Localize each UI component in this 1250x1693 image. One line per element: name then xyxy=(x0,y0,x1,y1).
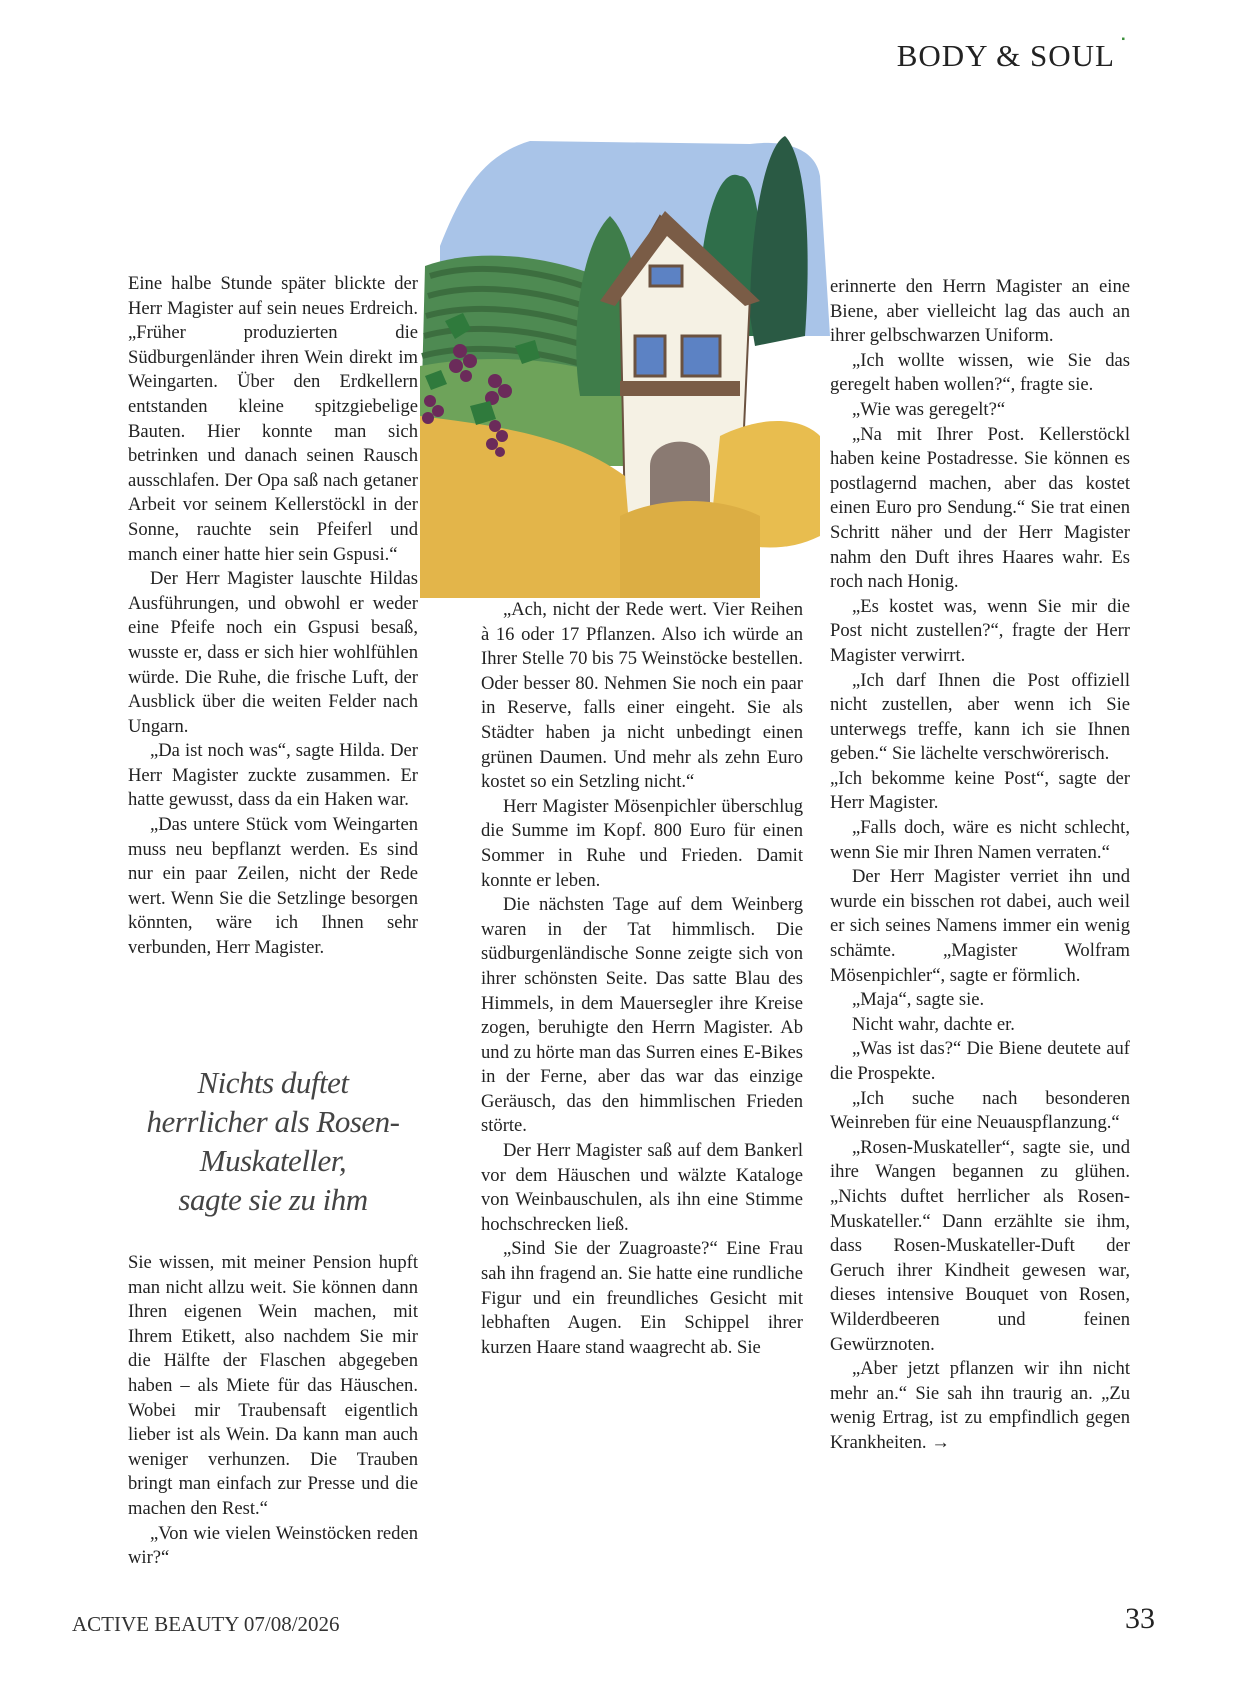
paragraph: „Ach, nicht der Rede wert. Vier Reihen à 16 oder 17 Pflanzen. Also ich würde an Ihrer Stelle 70 bis 75 Weinstöcke bestellen. Oder besser 80. Nehmen Sie noch ein paar in Reserve, falls einer eingeht. Sie als Städter haben ja nicht unbedingt einen grünen Daumen. Und mehr als zehn Euro kostet so ein Setzling nicht.“ xyxy=(481,599,803,793)
paragraph: erinnerte den Herrn Magister an eine Biene, aber vielleicht lag das auch an ihrer gelbschwarzen Uniform. xyxy=(830,276,1130,347)
pull-quote xyxy=(128,1063,418,1219)
paragraph: „Wie was geregelt?“ xyxy=(852,398,1006,420)
paragraph: Der Herr Magister saß auf dem Bankerl vor dem Häuschen und wälzte Kataloge von Weinbauschulen, als ihn eine Stimme hochschrecken ließ. xyxy=(481,1140,803,1235)
article-column-1 xyxy=(128,272,418,961)
paragraph: „Ich darf Ihnen die Post offiziell nicht zustellen, aber wenn ich Sie unterwegs treffe, kann ich sie Ihnen geben.“ Sie lächelte verschwörerisch. xyxy=(830,669,1130,765)
pull-quote-line: sagte sie zu ihm xyxy=(178,1182,368,1217)
paragraph: Eine halbe Stunde später blickte der Herr Magister auf sein neues Erdreich. „Früher produzierten die Südburgenländer ihren Wein direkt im Weingarten. Über den Erdkellern entstanden kleine spitzgiebelige Bauten. Hier konnte man sich betrinken und danach seinen Rausch ausschlafen. Der Opa saß nach getaner Arbeit vor seinem Kellerstöckl in der Sonne, rauchte sein Pfeiferl und manch einer hatte hier sein Gspusi.“ xyxy=(128,273,418,565)
paragraph: Herr Magister Mösenpichler überschlug die Summe im Kopf. 800 Euro für einen Sommer in Ruhe und Frieden. Damit konnte er leben. xyxy=(481,795,803,891)
paragraph: „Sind Sie der Zuagroaste?“ Eine Frau sah ihn fragend an. Sie hatte eine rundliche Figur und ein freundliches Gesicht mit lebhaften Augen. Ein Schippel ihrer kurzen Haare stand waagrecht ab. Sie xyxy=(481,1238,803,1358)
vineyard-house-illustration xyxy=(420,136,868,598)
page-number: 33 xyxy=(1125,1602,1155,1635)
paragraph: „Maja“, sagte sie. xyxy=(852,989,985,1011)
paragraph: „Falls doch, wäre es nicht schlecht, wenn Sie mir Ihren Namen verraten.“ xyxy=(830,817,1130,863)
paragraph: „Ich suche nach besonderen Weinreben für eine Neuauspflanzung.“ xyxy=(830,1087,1130,1134)
paragraph: Die nächsten Tage auf dem Weinberg waren in der Tat himmlisch. Die südburgenländische Sonne zeigte sich von ihrer schönsten Seite. Das satte Blau des Himmels, in dem Mauersegler ihre Kreise zogen, beruhigte den Herrn Magister. Ab und zu hörte man das Surren eines E-Bikes in der Ferne, aber das war das einzige Geräusch, das den himmlischen Frieden störte. xyxy=(481,894,803,1137)
paragraph: „Ich bekomme keine Post“, sagte der Herr Magister. xyxy=(830,767,1130,814)
paragraph: „Was ist das?“ Die Biene deutete auf die Prospekte. xyxy=(830,1038,1130,1084)
paragraph: Nicht wahr, dachte er. xyxy=(852,1013,1015,1035)
section-title: BODY & SOUL xyxy=(896,38,1115,73)
pull-quote-line: Muskateller, xyxy=(199,1143,347,1178)
paragraph: Sie wissen, mit meiner Pension hupft man nicht allzu weit. Sie können dann Ihren eigenen Wein machen, mit Ihrem Etikett, also nachdem Sie mir die Hälfte der Flaschen abgegeben haben – als Miete für das Häuschen. Wobei mir Traubensaft eigentlich lieber ist als Wein. Da kann man auch weniger verhunzen. Die Trauben bringt man einfach zur Presse und die machen den Rest.“ xyxy=(128,1252,418,1519)
paragraph: „Ich wollte wissen, wie Sie das geregelt haben wollen?“, fragte sie. xyxy=(830,349,1130,396)
magazine-issue: ACTIVE BEAUTY 07/08/2026 xyxy=(72,1612,340,1636)
article-column-2 xyxy=(481,598,803,1360)
corner-marker-icon: ▪ xyxy=(1121,34,1125,45)
article-column-3 xyxy=(830,275,1130,1456)
paragraph: Der Herr Magister verriet ihn und wurde ein bisschen rot dabei, auch weil er sich seines Namens immer ein wenig schämte. „Magister Wolfram Mösenpichler“, sagte er förmlich. xyxy=(830,866,1130,986)
paragraph: „Rosen-Muskateller“, sagte sie, und ihre Wangen begannen zu glühen. „Nichts duftet herrlicher als Rosen-Muskateller.“ Dann erzählte sie ihm, dass Rosen-Muskateller-Duft der Geruch ihrer Kindheit gewesen war, dieses intensive Bouquet von Rosen, Wilderdbeeren und feinen Gewürznoten. xyxy=(830,1136,1130,1355)
paragraph: „Das untere Stück vom Weingarten muss neu bepflanzt werden. Es sind nur ein paar Zeilen, nicht der Rede wert. Wenn Sie die Setzlinge besorgen könnten, wäre ich Ihnen sehr verbunden, Herr Magister. xyxy=(128,814,418,959)
paragraph: „Na mit Ihrer Post. Kellerstöckl haben keine Postadresse. Sie können es postlagernd machen, aber das kostet einen Euro pro Sendung.“ Sie trat einen Schritt näher und der Herr Magister nahm den Duft ihres Haares wahr. Es roch nach Honig. xyxy=(830,423,1130,593)
paragraph: „Es kostet was, wenn Sie mir die Post nicht zustellen?“, fragte der Herr Magister verwirrt. xyxy=(830,595,1130,666)
pull-quote-line: Nichts duftet xyxy=(197,1065,349,1100)
paragraph: Der Herr Magister lauschte Hildas Ausführungen, und obwohl er weder eine Pfeife noch ein Gspusi besaß, wusste er, dass er sich hier wohlfühlen würde. Die Ruhe, die frische Luft, der Ausblick über die weiten Felder nach Ungarn. xyxy=(128,568,418,737)
pull-quote-line: herrlicher als Rosen- xyxy=(146,1104,400,1139)
paragraph: „Von wie vielen Weinstöcken reden wir?“ xyxy=(128,1522,418,1569)
article-column-1-continued xyxy=(128,1251,418,1571)
paragraph: „Da ist noch was“, sagte Hilda. Der Herr Magister zuckte zusammen. Er hatte gewusst, dass da ein Haken war. xyxy=(128,740,418,811)
paragraph: „Aber jetzt pflanzen wir ihn nicht mehr an.“ Sie sah ihn traurig an. „Zu wenig Ertrag, ist zu empfindlich gegen Krankheiten. → xyxy=(830,1358,1130,1453)
